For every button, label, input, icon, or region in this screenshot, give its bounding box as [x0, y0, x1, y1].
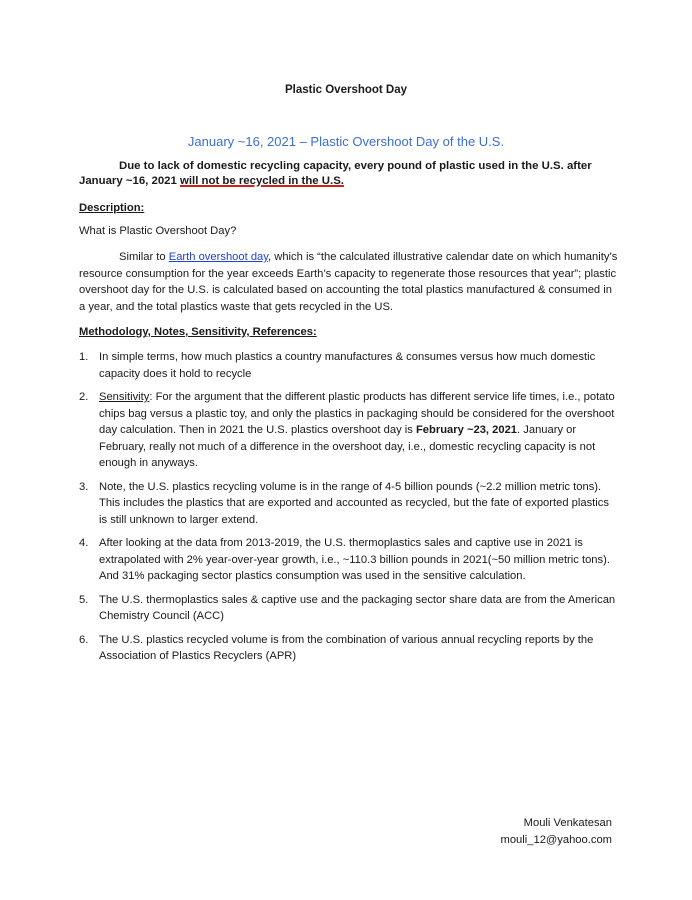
list-item: 1. In simple terms, how much plastics a country manufactures & consumes versus how much domestic capacity does it hold to recycle	[79, 351, 596, 380]
author-signature	[501, 815, 612, 848]
para-start: Similar to	[119, 251, 169, 263]
author-name: Mouli Venkatesan	[523, 817, 612, 829]
author-email: mouli_12@yahoo.com	[500, 833, 612, 846]
methodology-heading: Methodology, Notes, Sensitivity, References:	[79, 326, 317, 338]
earth-overshoot-day-link[interactable]: Earth overshoot day	[168, 251, 269, 263]
list-item: 3. Note, the U.S. plastics recycling volume is in the range of 4-5 billion pounds (~2.2 million metric tons). This includes the plastics that are exported and accounted as recycled, but the fate of exported plastics is still unknown to larger extend.	[79, 480, 609, 526]
description-paragraph	[79, 249, 619, 315]
list-item: 2. Sensitivity: For the argument that the different plastic products has different service life times, i.e., potato chips bag versus a plastic toy, and only the plastics in packaging should be considered for the overshoot day calculation. Then in 2021 the U.S. plastics overshoot day is February ~23, 2021. January or February, really not much of a difference in the overshoot day, i.e., domestic recycling capacity is not enough in anyways.	[79, 391, 615, 469]
notice-emphasis: will not be recycled in the U.S.	[180, 175, 344, 187]
notice-text: Due to lack of domestic recycling capacity, every pound of plastic used in the U.S. after January ~16, 2021	[79, 160, 592, 187]
list-item: 5. The U.S. thermoplastics sales & captive use and the packaging sector share data are from the American Chemistry Council (ACC)	[79, 593, 616, 622]
description-heading: Description:	[79, 202, 145, 214]
sensitivity-label: Sensitivity	[99, 391, 150, 403]
subtitle-heading: January ~16, 2021 – Plastic Overshoot Day of the U.S.	[187, 134, 505, 149]
methodology-list	[79, 349, 619, 672]
list-item: 4. After looking at the data from 2013-2019, the U.S. thermoplastics sales and captive use in 2021 is extrapolated with 2% year-over-year growth, i.e., ~110.3 billion pounds in 2021(~50 million metric tons). And 31% packaging sector plastics consumption was used in the sensitive calculation.	[79, 537, 610, 582]
sensitivity-date: February ~23, 2021	[415, 424, 518, 436]
list-item: 6. The U.S. plastics recycled volume is from the combination of various annual recycling reports by the Association of Plastics Recyclers (APR)	[79, 633, 594, 662]
description-question: What is Plastic Overshoot Day?	[79, 225, 237, 237]
notice-paragraph	[79, 159, 619, 189]
document-title: Plastic Overshoot Day	[284, 84, 408, 96]
para-rest: , which is “the calculated illustrative calendar date on which humanity’s resource consumption for the year exceeds Earth’s capacity to regenerate those resources that year”; plastic overshoot day for the U.S. is calculated based on accounting the total plastics manufactured & consumed in a year, and the total plastics waste that gets recycled in the US.	[79, 251, 618, 313]
